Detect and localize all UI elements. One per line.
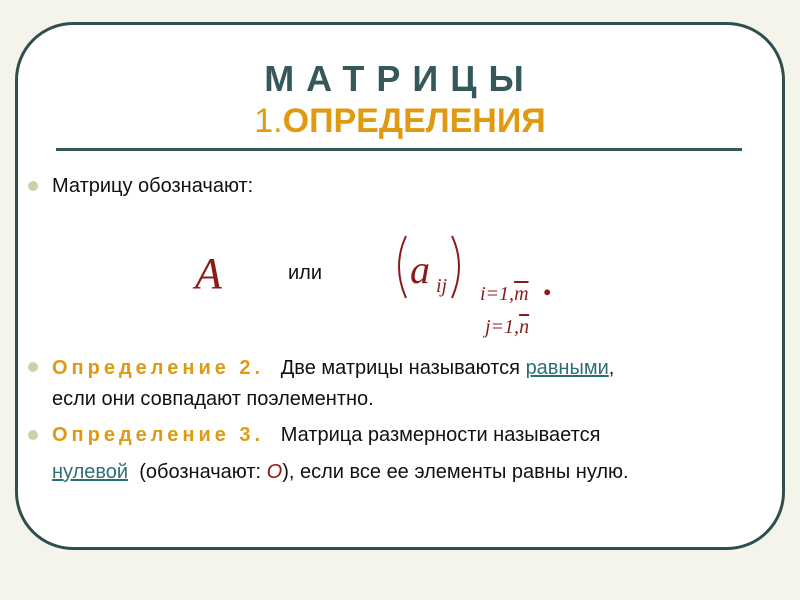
definition-2-text: Две матрицы называются: [280, 357, 526, 379]
title-divider: [56, 148, 742, 151]
definition-3-line1: [52, 424, 600, 447]
definition-2-line1: [52, 357, 614, 380]
zero-matrix-symbol: О: [266, 461, 283, 483]
index-i-range: [480, 283, 529, 306]
left-paren: [399, 236, 406, 298]
zero-link[interactable]: нулевой: [52, 461, 129, 483]
index-j-range: [485, 316, 529, 339]
element-a: a: [410, 247, 430, 292]
formula-period: .: [544, 263, 553, 303]
slide-subtitle: [0, 102, 800, 141]
subtitle-number: 1.: [254, 102, 283, 140]
index-i-eq: i=1,: [480, 283, 515, 305]
definition-2-line2: если они совпадают поэлементно.: [52, 388, 374, 410]
index-m: $\overline{m}$: [514, 283, 529, 305]
equal-link[interactable]: равными: [525, 357, 609, 379]
definition-2-label: Определение 2.: [52, 357, 265, 379]
definition-3-text: Матрица размерности называется: [280, 424, 601, 446]
bullet-dot: [28, 181, 38, 191]
index-j-eq: j=1,: [485, 316, 520, 338]
definition-3-line2: [52, 461, 629, 484]
or-word: или: [288, 262, 323, 284]
formula-parentheses: [390, 228, 480, 308]
right-paren: [452, 236, 459, 298]
bullet-notation-text: Матрицу обозначают:: [52, 175, 254, 197]
bullet-dot: [28, 362, 38, 372]
element-subscript-ij: ij: [436, 275, 448, 297]
definition-3-text3: ), если все ее элементы равны нулю.: [282, 461, 629, 483]
bullet-dot: [28, 430, 38, 440]
matrix-symbol-a: A: [195, 249, 222, 298]
subtitle-text: ОПРЕДЕЛЕНИЯ: [282, 102, 546, 140]
definition-2-comma: ,: [608, 357, 615, 379]
definition-3-text2: (обозначают:: [133, 461, 267, 483]
definition-3-label: Определение 3.: [52, 424, 265, 446]
index-n: $\overline{n}$: [519, 316, 530, 338]
slide-title: МАТРИЦЫ: [264, 58, 536, 99]
